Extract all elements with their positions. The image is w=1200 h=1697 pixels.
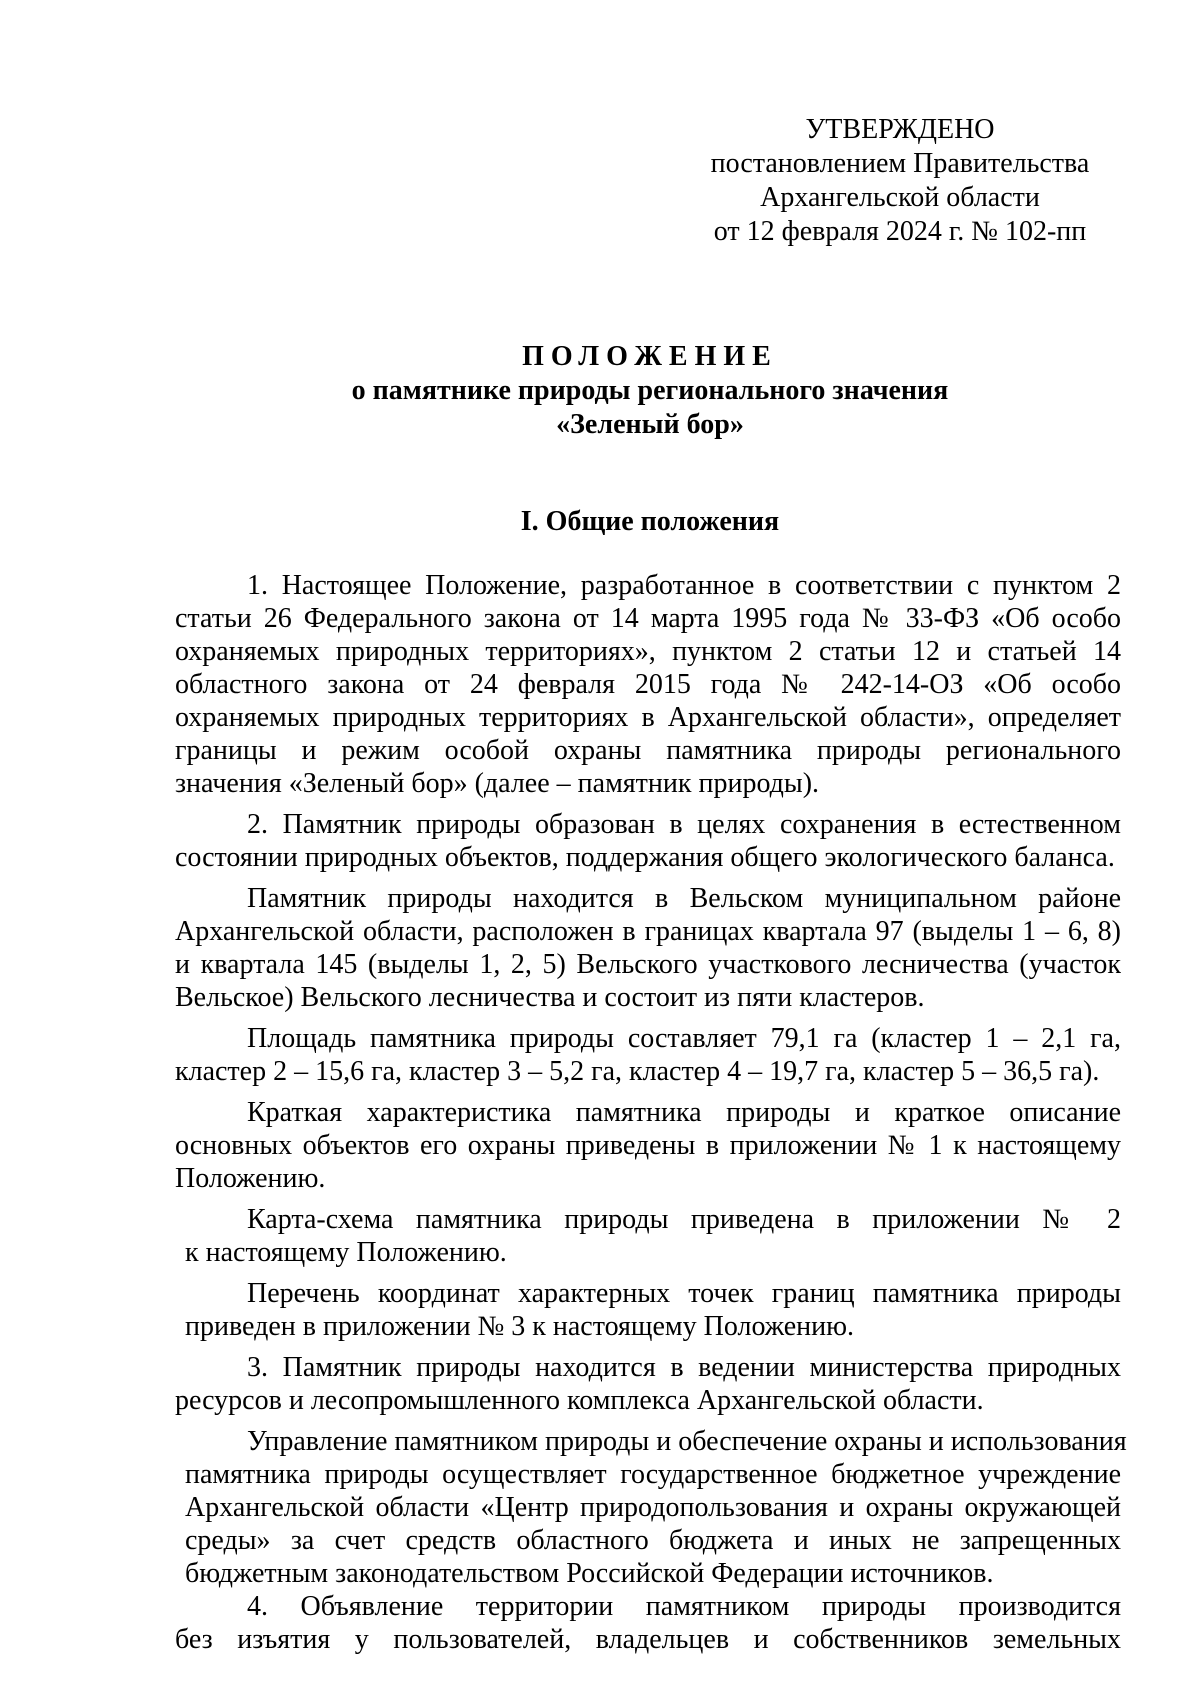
- body-text: [175, 569, 1127, 1656]
- text-line: границы и режим особой охраны памятника природы регионального: [175, 735, 1121, 766]
- text-line: Архангельской области, расположен в границах квартала 97 (выделы 1 – 6, 8): [175, 916, 1121, 947]
- text-line: Площадь памятника природы составляет 79,1 га (кластер 1 – 2,1 га,: [247, 1023, 1121, 1054]
- text-line: Управление памятником природы и обеспечение охраны и использования: [247, 1426, 1127, 1457]
- paragraph-1: [175, 569, 1121, 800]
- approval-line: Архангельской области: [760, 182, 1040, 213]
- text-line: памятника природы осуществляет государственное бюджетное учреждение: [185, 1459, 1121, 1490]
- text-line: областного закона от 24 февраля 2015 года № 242-14-ОЗ «Об особо: [175, 669, 1121, 700]
- text-line: и квартала 145 (выделы 1, 2, 5) Вельского участкового лесничества (участок: [175, 949, 1121, 980]
- text-line: Архангельской области «Центр природопользования и охраны окружающей: [185, 1492, 1121, 1523]
- paragraph-map: [175, 1203, 1121, 1269]
- approval-title: УТВЕРЖДЕНО: [805, 114, 995, 145]
- text-line: охраняемых природных территориях», пунктом 2 статьи 12 и статьей 14: [175, 636, 1121, 667]
- section-heading: I. Общие положения: [520, 506, 780, 537]
- text-line: Карта-схема памятника природы приведена в приложении № 2: [247, 1204, 1121, 1235]
- text-line: 3. Памятник природы находится в ведении министерства природных: [247, 1352, 1121, 1383]
- text-line: значения «Зеленый бор» (далее – памятник природы).: [175, 768, 820, 799]
- text-line: основных объектов его охраны приведены в приложении № 1 к настоящему: [175, 1130, 1121, 1161]
- approval-line: постановлением Правительства: [710, 148, 1090, 179]
- text-line: Вельское) Вельского лесничества и состоит из пяти кластеров.: [175, 982, 925, 1013]
- paragraph-4: [175, 1590, 1121, 1656]
- text-line: состоянии природных объектов, поддержания общего экологического баланса.: [175, 842, 1115, 873]
- paragraph-location: [175, 882, 1121, 1014]
- text-line: Краткая характеристика памятника природы и краткое описание: [247, 1097, 1121, 1128]
- paragraph-description: [175, 1096, 1121, 1195]
- text-line: Положению.: [175, 1163, 326, 1194]
- paragraph-3: [175, 1351, 1121, 1417]
- paragraph-management: [175, 1425, 1127, 1590]
- text-line: 1. Настоящее Положение, разработанное в соответствии с пунктом 2: [247, 570, 1121, 601]
- paragraph-coordinates: [175, 1277, 1121, 1343]
- title-subtitle: о памятнике природы регионального значения: [351, 375, 949, 406]
- document-title: [175, 340, 1125, 442]
- paragraph-2: [175, 808, 1121, 874]
- text-line: ресурсов и лесопромышленного комплекса Архангельской области.: [175, 1385, 984, 1416]
- text-line: без изъятия у пользователей, владельцев и собственников земельных: [175, 1624, 1121, 1655]
- text-line: 2. Памятник природы образован в целях сохранения в естественном: [247, 809, 1121, 840]
- text-line: бюджетным законодательством Российской Федерации источников.: [185, 1558, 994, 1589]
- paragraph-area: [175, 1022, 1121, 1088]
- title-main: ПОЛОЖЕНИЕ: [522, 341, 778, 372]
- title-name: «Зеленый бор»: [556, 409, 744, 440]
- text-line: 4. Объявление территории памятником природы производится: [247, 1591, 1121, 1622]
- text-line: статьи 26 Федерального закона от 14 марта 1995 года № 33-ФЗ «Об особо: [175, 603, 1121, 634]
- text-line: среды» за счет средств областного бюджета и иных не запрещенных: [185, 1525, 1121, 1556]
- approval-stamp: [700, 113, 1100, 249]
- text-line: Перечень координат характерных точек границ памятника природы: [247, 1278, 1121, 1309]
- text-line: Памятник природы находится в Вельском муниципальном районе: [247, 883, 1121, 914]
- text-line: к настоящему Положению.: [185, 1237, 507, 1268]
- text-line: кластер 2 – 15,6 га, кластер 3 – 5,2 га, кластер 4 – 19,7 га, кластер 5 – 36,5 га).: [175, 1056, 1100, 1087]
- text-line: приведен в приложении № 3 к настоящему Положению.: [185, 1311, 855, 1342]
- text-line: охраняемых природных территориях в Архангельской области», определяет: [175, 702, 1121, 733]
- approval-date: от 12 февраля 2024 г. № 102-пп: [713, 216, 1087, 247]
